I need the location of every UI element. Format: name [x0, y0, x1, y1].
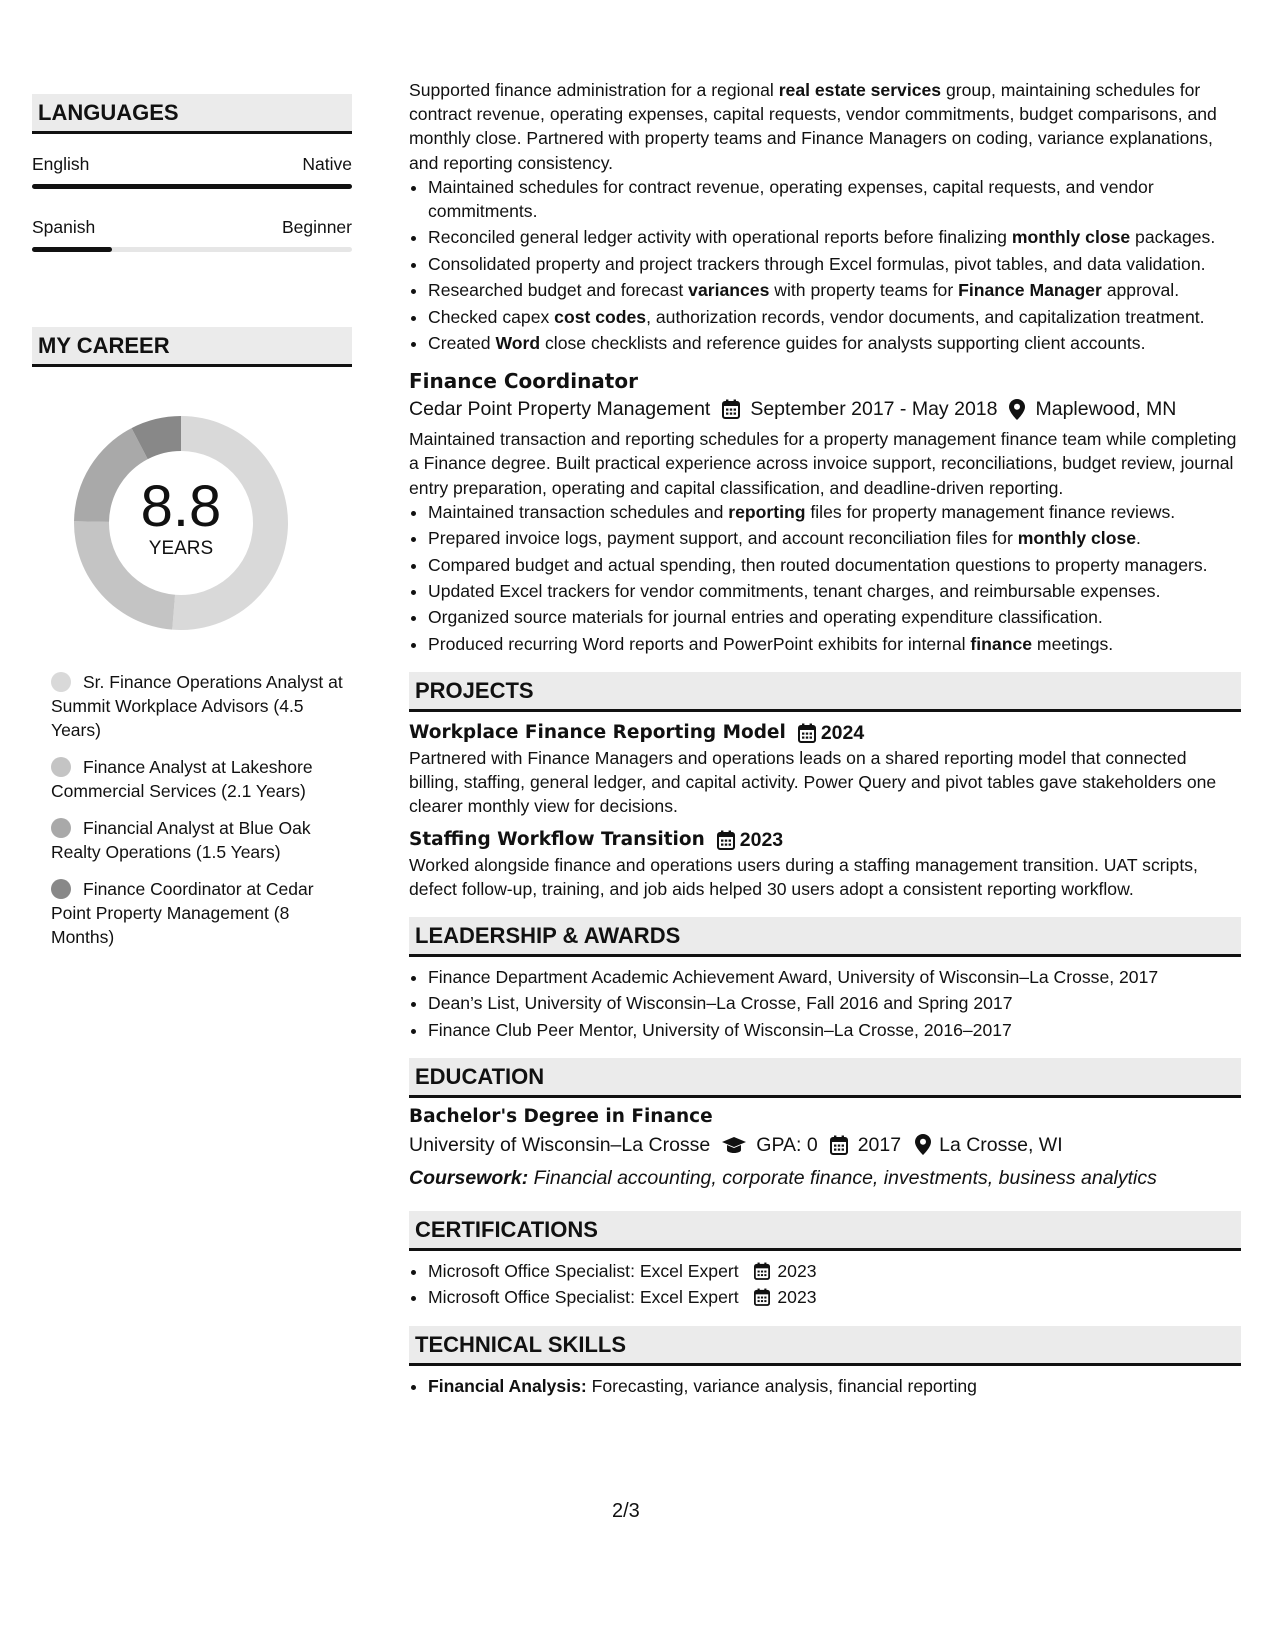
awards-heading: LEADERSHIP & AWARDS [409, 917, 1241, 957]
education-meta [409, 1130, 1241, 1160]
language-proficiency-bar [32, 184, 352, 189]
map-pin-icon [1009, 399, 1025, 420]
language-item [32, 217, 352, 252]
project-description: Partnered with Finance Managers and operations leads on a shared reporting model that connected billing, staffing, general ledger, and capital activity. Power Query and pivot tables gave stakeholders one clearer monthly view for decisions. [409, 747, 1217, 817]
gpa: GPA: 0 [756, 1133, 818, 1156]
sidebar [32, 94, 352, 962]
bullet-item: • Consolidated property and project trackers through Excel formulas, pivot tables, and data validation. [428, 252, 1241, 276]
career-legend [32, 670, 352, 949]
calendar-icon [722, 399, 740, 419]
calendar-icon [798, 723, 816, 743]
career-legend-label: Financial Analyst at Blue Oak Realty Operations (1.5 Years) [51, 818, 311, 862]
career-legend-label: Finance Coordinator at Cedar Point Property Management (8 Months) [51, 879, 314, 947]
calendar-icon [754, 1262, 770, 1280]
page-number: 2/3 [612, 1500, 640, 1522]
certification-name: Microsoft Office Specialist: Excel Expert [428, 1260, 739, 1281]
project-title: Staffing Workflow Transition [409, 828, 705, 850]
award-item: • Finance Department Academic Achievement Award, University of Wisconsin–La Crosse, 2017 [428, 965, 1241, 989]
award-item: • Dean’s List, University of Wisconsin–La Crosse, Fall 2016 and Spring 2017 [428, 991, 1241, 1015]
graduation-cap-icon [722, 1136, 746, 1154]
languages-list [32, 154, 352, 252]
certification-name: Microsoft Office Specialist: Excel Expert [428, 1287, 739, 1308]
bullet-item: • Compared budget and actual spending, then routed documentation questions to property managers. [428, 553, 1241, 577]
job-location: Maplewood, MN [1035, 398, 1177, 421]
bullet-item: • Updated Excel trackers for vendor commitments, tenant charges, and reimbursable expenses. [428, 579, 1241, 603]
project-year: 2024 [820, 721, 865, 744]
coursework-text: Financial accounting, corporate finance, investments, business analytics [533, 1166, 1157, 1189]
language-level: Beginner [281, 217, 352, 237]
career-legend-label: Sr. Finance Operations Analyst at Summit Workplace Advisors (4.5 Years) [51, 672, 343, 740]
legend-dot [51, 757, 71, 777]
career-legend-item [51, 755, 352, 803]
language-item [32, 154, 352, 189]
project-item [409, 827, 1241, 901]
career-legend-item [51, 816, 352, 864]
career-total-value: 8.8 [140, 474, 222, 539]
calendar-icon [754, 1288, 770, 1306]
skill-label: Financial Analysis: [428, 1375, 587, 1396]
bullet-item: • Created Word close checklists and reference guides for analysts supporting client accounts. [428, 331, 1241, 355]
coursework-label: Coursework: [409, 1166, 529, 1189]
bullet-item: • Prepared invoice logs, payment support, and account reconciliation files for monthly close. [428, 526, 1241, 550]
language-proficiency-fill [32, 247, 112, 252]
legend-dot [51, 672, 71, 692]
job-summary: Maintained transaction and reporting schedules for a property management finance team while completing a Finance degree. Built practical experience across invoice support, reconciliations, budget review, journal entry preparation, operating and capital classification, and deadline-driven reporting. [409, 429, 1237, 498]
degree-title: Bachelor's Degree in Finance [409, 1105, 713, 1127]
job-meta [409, 394, 1241, 424]
career-donut-chart [66, 408, 296, 638]
job-bullets [409, 500, 1241, 656]
school-location: La Crosse, WI [939, 1133, 1063, 1156]
prev-role-bullets [409, 175, 1241, 355]
certification-item [428, 1285, 1241, 1309]
legend-dot [51, 879, 71, 899]
awards-list [409, 965, 1241, 1042]
project-item [409, 720, 1241, 819]
career-heading: MY CAREER [32, 327, 352, 367]
languages-heading: LANGUAGES [32, 94, 352, 134]
career-legend-item [51, 670, 352, 742]
certifications-list [409, 1259, 1241, 1310]
bullet-item: • Maintained transaction schedules and reporting files for property management finance reviews. [428, 500, 1241, 524]
bullet-item: • Maintained schedules for contract revenue, operating expenses, capital requests, and vendor commitments. [428, 175, 1241, 223]
certifications-heading: CERTIFICATIONS [409, 1211, 1241, 1251]
award-item: • Finance Club Peer Mentor, University of Wisconsin–La Crosse, 2016–2017 [428, 1018, 1241, 1042]
project-description: Worked alongside finance and operations users during a staffing management transition. UAT scripts, defect follow-up, training, and job aids helped 30 users adopt a consistent reporting workflow. [409, 854, 1198, 899]
coursework [409, 1163, 1241, 1193]
bullet-item: • Researched budget and forecast variances with property teams for Finance Manager approval. [428, 278, 1241, 302]
career-legend-item [51, 877, 352, 949]
bullet-item: • Produced recurring Word reports and PowerPoint exhibits for internal finance meetings. [428, 632, 1241, 656]
language-proficiency-fill [32, 184, 352, 189]
language-proficiency-bar [32, 247, 352, 252]
skills-heading: TECHNICAL SKILLS [409, 1326, 1241, 1366]
map-pin-icon [915, 1134, 931, 1155]
calendar-icon [830, 1135, 848, 1155]
language-name: English [32, 154, 90, 174]
certification-year: 2023 [777, 1287, 817, 1308]
graduation-year: 2017 [857, 1133, 902, 1156]
projects-heading: PROJECTS [409, 672, 1241, 712]
education-heading: EDUCATION [409, 1058, 1241, 1098]
project-title: Workplace Finance Reporting Model [409, 721, 786, 743]
main-column [409, 78, 1241, 1400]
calendar-icon [717, 830, 735, 850]
prev-role-summary: Supported finance administration for a regional real estate services group, maintaining schedules for contract revenue, operating expenses, capital requests, vendor commitments, budget comparisons, and monthly close. Partnered with property teams and Finance Managers on coding, variance explanations, and reporting consistency. [409, 80, 1217, 173]
job-title: Finance Coordinator [409, 369, 638, 394]
career-total-unit: YEARS [148, 538, 214, 559]
project-year: 2023 [739, 828, 784, 851]
bullet-item: • Checked capex cost codes, authorization records, vendor documents, and capitalization treatment. [428, 305, 1241, 329]
job-company: Cedar Point Property Management [409, 398, 711, 421]
job-dates: September 2017 - May 2018 [750, 398, 998, 421]
bullet-item: • Reconciled general ledger activity with operational reports before finalizing monthly close packages. [428, 225, 1241, 249]
language-name: Spanish [32, 217, 96, 237]
skills-list [409, 1374, 1241, 1398]
school-name: University of Wisconsin–La Crosse [409, 1133, 711, 1156]
certification-year: 2023 [777, 1260, 817, 1281]
skill-item [428, 1374, 1241, 1398]
legend-dot [51, 818, 71, 838]
bullet-item: • Organized source materials for journal entries and operating expenditure classification. [428, 605, 1241, 629]
career-legend-label: Finance Analyst at Lakeshore Commercial Services (2.1 Years) [51, 757, 313, 801]
skill-value: Forecasting, variance analysis, financial reporting [591, 1375, 977, 1396]
language-level: Native [302, 154, 352, 174]
certification-item [428, 1259, 1241, 1283]
